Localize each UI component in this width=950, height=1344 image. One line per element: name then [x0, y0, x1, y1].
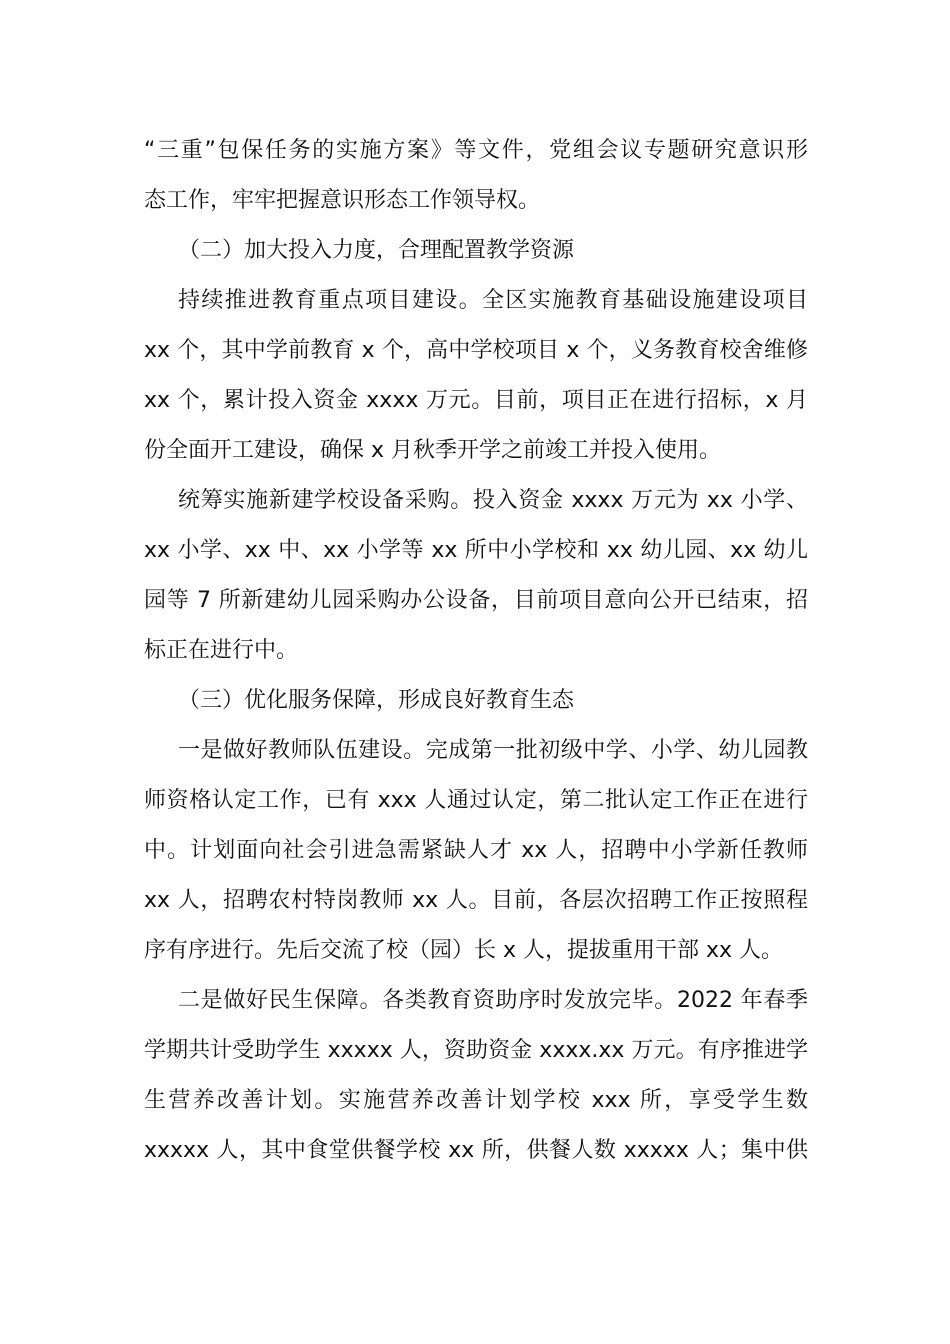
text-line: 标正在进行中。 [144, 638, 299, 663]
text-line: 园等 7 所新建幼儿园采购办公设备，目前项目意向公开已结束，招 [144, 588, 808, 613]
text-line: xx 个，其中学前教育 x 个，高中学校项目 x 个，义务教育校舍维修 [144, 338, 808, 363]
text-line: 中。计划面向社会引进急需紧缺人才 xx 人，招聘中小学新任教师 [144, 838, 808, 863]
text-line: 学期共计受助学生 xxxxx 人，资助资金 xxxx.xx 万元。有序推进学 [144, 1038, 808, 1063]
section-heading: （二）加大投入力度，合理配置教学资源 [178, 238, 575, 263]
text-line: 份全面开工建设，确保 x 月秋季开学之前竣工并投入使用。 [144, 438, 722, 463]
text-line: xxxxx 人，其中食堂供餐学校 xx 所，供餐人数 xxxxx 人；集中供 [144, 1138, 808, 1163]
text-line: xx 小学、xx 中、xx 小学等 xx 所中小学校和 xx 幼儿园、xx 幼儿 [144, 538, 808, 563]
text-line: 序有序进行。先后交流了校（园）长 x 人，提拔重用干部 xx 人。 [144, 938, 784, 963]
document-body [144, 126, 808, 1176]
text-line: xx 个，累计投入资金 xxxx 万元。目前，项目正在进行招标，x 月 [144, 388, 808, 413]
text-line: 态工作，牢牢把握意识形态工作领导权。 [144, 188, 541, 213]
text-line: “三重”包保任务的实施方案》等文件，党组会议专题研究意识形 [144, 138, 808, 163]
text-line: 师资格认定工作，已有 xxx 人通过认定，第二批认定工作正在进行 [144, 788, 808, 813]
paragraph-first-line: 一是做好教师队伍建设。完成第一批初级中学、小学、幼儿园教 [178, 738, 808, 763]
paragraph-first-line: 二是做好民生保障。各类教育资助序时发放完毕。2022 年春季 [178, 988, 808, 1013]
section-heading: （三）优化服务保障，形成良好教育生态 [178, 688, 575, 713]
paragraph-first-line: 统筹实施新建学校设备采购。投入资金 xxxx 万元为 xx 小学、 [178, 488, 808, 513]
text-line: 生营养改善计划。实施营养改善计划学校 xxx 所，享受学生数 [144, 1088, 808, 1113]
paragraph-first-line: 持续推进教育重点项目建设。全区实施教育基础设施建设项目 [178, 288, 808, 313]
text-line: xx 人，招聘农村特岗教师 xx 人。目前，各层次招聘工作正按照程 [144, 888, 808, 913]
